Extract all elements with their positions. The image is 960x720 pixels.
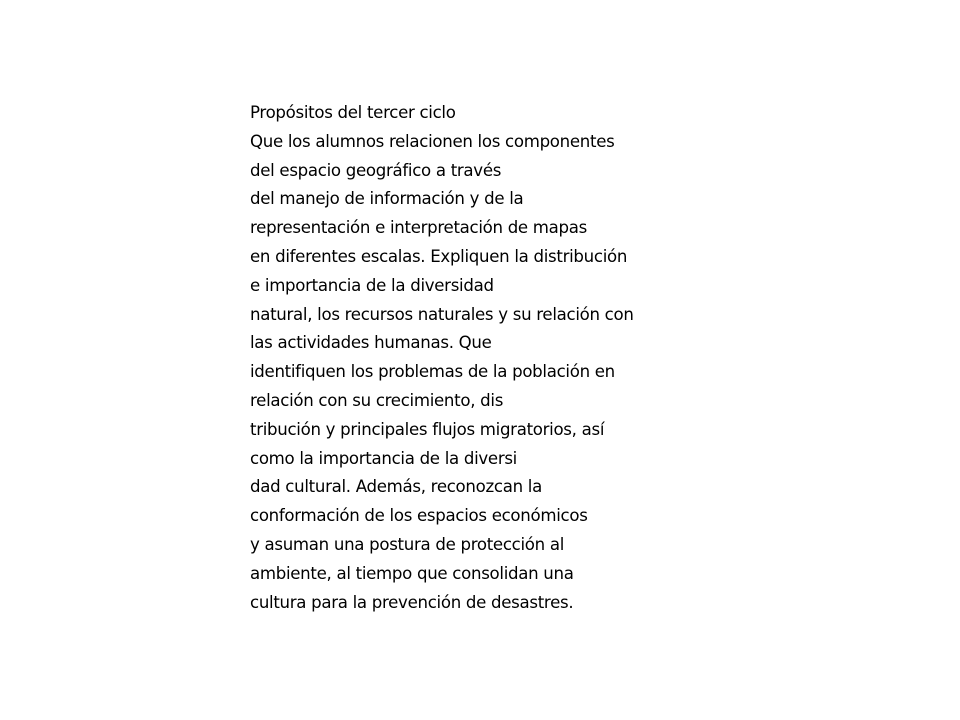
document-title: Propósitos del tercer ciclo xyxy=(250,103,456,122)
text-line: representación e interpretación de mapas xyxy=(250,218,587,238)
text-line: ambiente, al tiempo que consolidan una xyxy=(250,563,574,583)
text-line: las actividades humanas. Que xyxy=(250,333,492,353)
text-line: cultura para la prevención de desastres. xyxy=(250,592,574,612)
text-line: en diferentes escalas. Expliquen la distribución xyxy=(250,246,628,266)
text-line: conformación de los espacios económicos xyxy=(250,506,588,526)
text-line: natural, los recursos naturales y su relación con xyxy=(250,304,634,324)
text-line: e importancia de la diversidad xyxy=(250,275,494,295)
text-line: y asuman una postura de protección al xyxy=(250,534,565,554)
text-line: del espacio geográfico a través xyxy=(250,160,502,180)
text-line: dad cultural. Además, reconozcan la xyxy=(250,477,542,497)
text-line: Que los alumnos relacionen los componentes xyxy=(250,131,615,151)
text-line: identifiquen los problemas de la población en xyxy=(250,362,615,382)
text-block xyxy=(250,99,730,617)
text-line: relación con su crecimiento, dis xyxy=(250,390,504,410)
text-line: como la importancia de la diversi xyxy=(250,448,517,468)
text-line: tribución y principales flujos migratorios, así xyxy=(250,419,605,439)
text-line: del manejo de información y de la xyxy=(250,189,524,209)
